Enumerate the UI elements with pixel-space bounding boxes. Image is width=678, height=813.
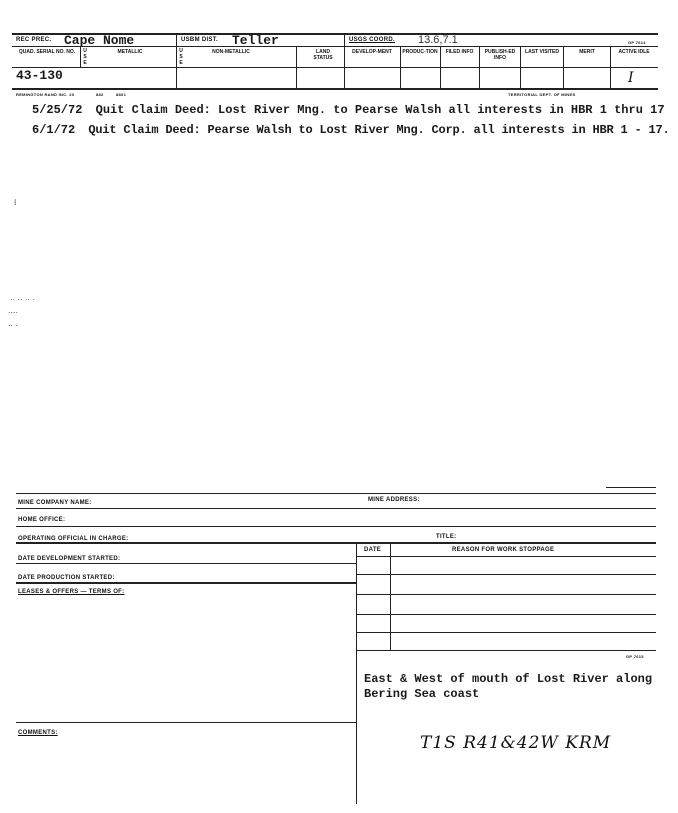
home-office-label: HOME OFFICE: [18, 517, 66, 523]
location-description [364, 672, 652, 702]
col-nonmetallic: NON-METALLIC [212, 49, 250, 55]
printer-code-1: 882 [96, 92, 104, 97]
date-development-started-label: DATE DEVELOPMENT STARTED: [18, 556, 121, 562]
col-use-nonmetallic: U S E [179, 48, 183, 66]
quad-number-value: 43-130 [16, 68, 63, 83]
rec-prec-value: Cape Nome [64, 33, 135, 48]
col-land-status: LAND STATUS [313, 49, 333, 61]
col-active-idle: ACTIVE IDLE [618, 49, 650, 55]
operating-official-label: OPERATING OFFICIAL IN CHARGE: [18, 536, 129, 542]
handwritten-township-range: T1S R41&42W KRM [420, 733, 612, 753]
scan-speck: ᎒ [14, 197, 17, 207]
form-number-2: GP 7615 [626, 654, 644, 659]
col-use-metallic: U S E [83, 48, 87, 66]
printer-code-2: 8801 [116, 92, 127, 97]
col-quad-serial: QUAD. SERIAL NO. NO. [18, 49, 76, 55]
usgs-coord-label: USGS COORD. [349, 37, 395, 43]
usgs-coord-value: 13.6,7.1 [418, 34, 458, 46]
date-column-header: DATE [364, 547, 382, 553]
col-merit: MERIT [579, 49, 595, 55]
col-filed-info: FILED INFO [445, 49, 474, 55]
mine-company-name-label: MINE COMPANY NAME: [18, 500, 92, 506]
col-published-info: PUBLISH-ED INFO [484, 49, 516, 61]
entry-row [32, 103, 665, 117]
col-metallic: METALLIC [117, 49, 143, 55]
printer-imprint: REMINGTON RAND INC. 20 [16, 92, 75, 97]
territorial-dept: TERRITORIAL DEPT. OF MINES [508, 92, 576, 97]
leases-offers-label: LEASES & OFFERS — TERMS OF: [18, 589, 125, 595]
date-production-started-label: DATE PRODUCTION STARTED: [18, 575, 115, 581]
scan-speck: .... [8, 305, 19, 315]
entry-row [32, 123, 670, 137]
active-idle-value: I [628, 70, 634, 86]
location-line-2: Bering Sea coast [364, 687, 480, 701]
form-number: GP 7614 [628, 40, 646, 45]
title-label: TITLE: [436, 534, 457, 540]
location-line-1: East & West of mouth of Lost River along [364, 672, 653, 686]
entry-date: 5/25/72 [32, 103, 83, 117]
usbm-dist-label: USBM DIST. [181, 37, 219, 43]
entry-text: Quit Claim Deed: Lost River Mng. to Pearse Walsh all interests in HBR 1 thru 17 [95, 103, 665, 117]
entry-text: Quit Claim Deed: Pearse Walsh to Lost River Mng. Corp. all interests in HBR 1 - 17. [88, 123, 670, 137]
scan-speck: .. .. .. . [10, 292, 36, 302]
col-development: DEVELOP-MENT [352, 49, 392, 55]
rec-prec-label: REC PREC. [16, 37, 52, 43]
comments-label: COMMENTS: [18, 730, 58, 736]
scan-speck: .. . [8, 318, 19, 328]
col-last-visited: LAST VISITED [525, 49, 559, 55]
entry-date: 6/1/72 [32, 123, 76, 137]
reason-column-header: REASON FOR WORK STOPPAGE [452, 547, 555, 553]
col-production: PRODUC-TION [402, 49, 438, 55]
mine-address-label: MINE ADDRESS: [368, 497, 420, 503]
usbm-dist-value: Teller [232, 33, 279, 48]
